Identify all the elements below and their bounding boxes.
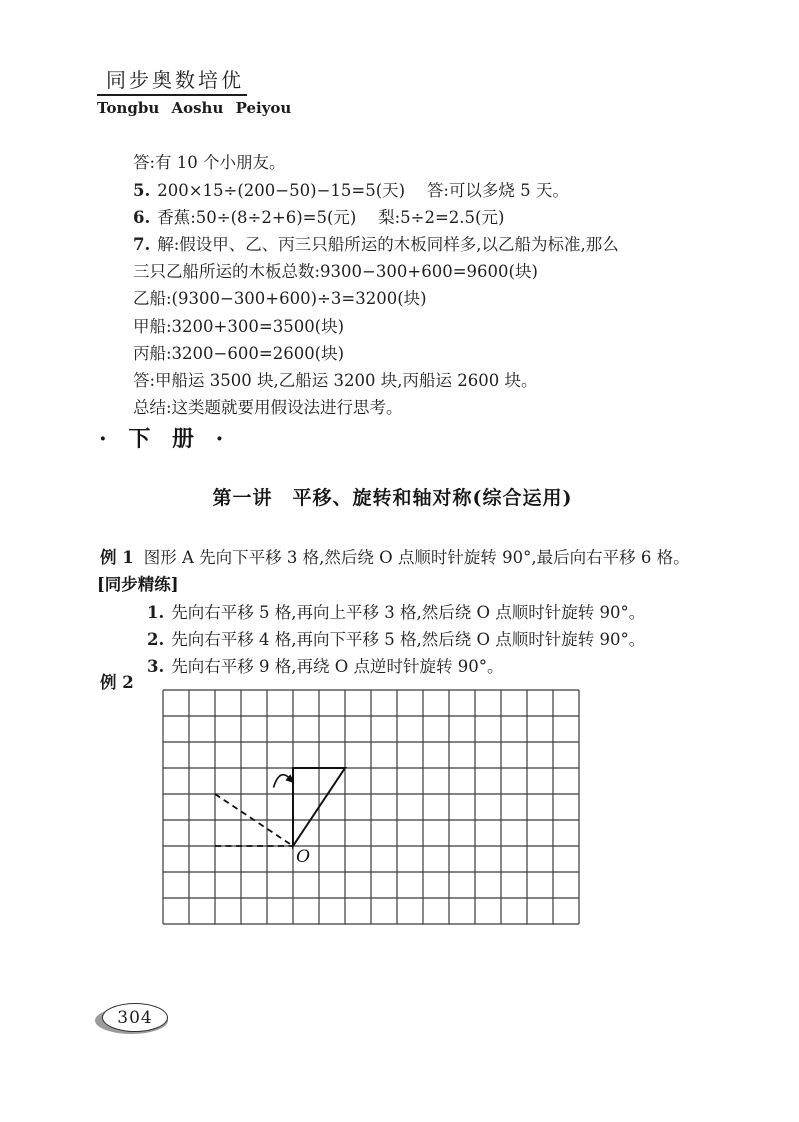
practice-item <box>147 653 503 677</box>
answer-number: 6. <box>133 208 151 227</box>
grid-diagram <box>161 688 581 954</box>
grid-lines <box>163 690 579 924</box>
answer-text: 乙船:(9300−300+600)÷3=3200(块) <box>133 289 427 308</box>
page-number-badge <box>95 1003 175 1036</box>
book-title-chinese: 同步奥数培优 <box>106 68 244 92</box>
answer-line <box>133 288 427 310</box>
answer-line <box>133 397 403 419</box>
answer-text: 香蕉:50÷(8÷2+6)=5(元) 梨:5÷2=2.5(元) <box>157 208 505 227</box>
answer-text: 解:假设甲、乙、丙三只船所运的木板同样多,以乙船为标准,那么 <box>157 235 619 254</box>
header-underline <box>97 94 247 96</box>
answer-text: 答:甲船运 3500 块,乙船运 3200 块,丙船运 2600 块。 <box>133 371 538 390</box>
practice-section-label: [同步精练] <box>97 575 179 594</box>
answer-line <box>133 316 344 338</box>
practice-item-number: 3. <box>147 657 165 676</box>
answer-text: 答:有 10 个小朋友。 <box>133 153 286 172</box>
translation-rotation-grid <box>161 688 581 950</box>
example-2-label: 例 2 <box>100 673 134 692</box>
page-number: 304 <box>102 1003 168 1032</box>
origin-point-label: O <box>296 847 311 868</box>
book-title-pinyin: Tongbu Aoshu Peiyou <box>97 99 292 117</box>
example-1-text: 图形 A 先向下平移 3 格,然后绕 O 点顺时针旋转 90°,最后向右平移 6 格。 <box>143 548 690 567</box>
practice-item-number: 1. <box>147 603 165 622</box>
answer-line <box>133 180 569 202</box>
answer-text: 200×15÷(200−50)−15=5(天) 答:可以多烧 5 天。 <box>157 181 569 200</box>
practice-item <box>147 626 645 650</box>
answer-text: 三只乙船所运的木板总数:9300−300+600=9600(块) <box>133 262 538 281</box>
practice-item <box>147 599 645 623</box>
lecture-title: 第一讲 平移、旋转和轴对称(综合运用) <box>212 487 573 509</box>
practice-item-number: 2. <box>147 630 165 649</box>
answer-text: 丙船:3200−600=2600(块) <box>133 344 345 363</box>
example-1-line <box>100 544 690 568</box>
answer-line <box>133 370 538 392</box>
answer-line <box>133 152 286 174</box>
example-1-label: 例 1 <box>100 548 134 567</box>
answer-line <box>133 343 344 365</box>
volume-heading: · 下 册 · <box>99 426 231 452</box>
answer-text: 总结:这类题就要用假设法进行思考。 <box>133 398 403 417</box>
practice-item-text: 先向右平移 9 格,再绕 O 点逆时针旋转 90°。 <box>171 657 504 676</box>
practice-item-text: 先向右平移 4 格,再向下平移 5 格,然后绕 O 点顺时针旋转 90°。 <box>171 630 646 649</box>
answer-number: 5. <box>133 181 151 200</box>
answer-line <box>133 234 619 256</box>
answer-text: 甲船:3200+300=3500(块) <box>133 317 345 336</box>
answer-line <box>133 261 538 283</box>
answer-number: 7. <box>133 235 151 254</box>
answer-line <box>133 207 504 229</box>
practice-item-text: 先向右平移 5 格,再向上平移 3 格,然后绕 O 点顺时针旋转 90°。 <box>171 603 646 622</box>
